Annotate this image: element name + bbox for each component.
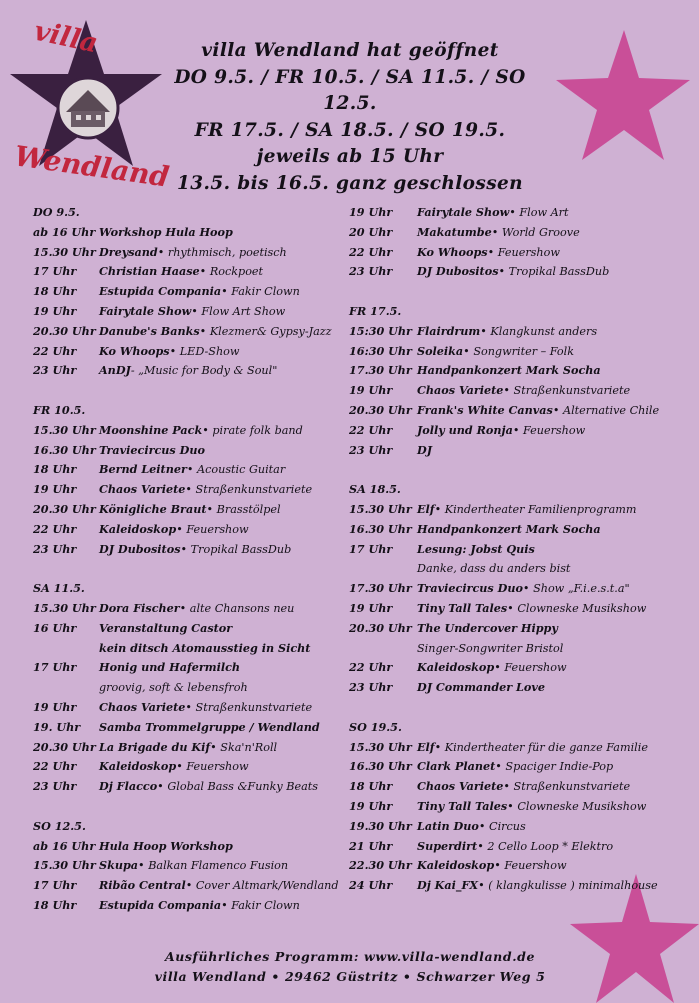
event-row: [33, 698, 348, 718]
event-row: [33, 282, 348, 302]
event-act: Chaos Variete: [99, 482, 186, 497]
event-description: • ( klangkulisse ) minimalhouse: [478, 879, 658, 893]
event-time: 22 Uhr: [349, 422, 393, 437]
event-description: • Tropikal BassDub: [180, 542, 292, 556]
event-time: 19 Uhr: [33, 482, 77, 497]
event-row: [33, 896, 348, 916]
event-description: • Straßenkunstvariete: [503, 384, 631, 398]
event-time: 15.30 Uhr: [33, 422, 96, 437]
event-act: Fairytale Show: [417, 205, 510, 219]
event-description: • pirate folk band: [202, 423, 303, 437]
footer: [100, 947, 600, 987]
event-row: [349, 797, 694, 817]
event-continuation: [33, 678, 348, 698]
event-time: 20.30 Uhr: [33, 323, 96, 338]
day-heading: SA 18.5.: [349, 482, 401, 497]
event-time: 22.30 Uhr: [349, 858, 412, 873]
event-act: Dj Kai_FX: [417, 878, 479, 893]
event-time: 16.30 Uhr: [33, 442, 96, 457]
event-row: [349, 678, 694, 698]
event-time: 17 Uhr: [33, 264, 77, 279]
event-description: • Show „F.i.e.s.t.a": [522, 582, 630, 596]
event-act: Chaos Variete: [99, 699, 186, 714]
event-time: 19 Uhr: [349, 600, 393, 615]
event-description: • LED-Show: [169, 344, 240, 358]
opening-header: [150, 38, 550, 197]
event-row: [33, 540, 348, 560]
event-row: [33, 856, 348, 876]
event-act: Traviecircus Duo: [417, 581, 523, 596]
event-time: ab 16 Uhr: [33, 224, 96, 239]
event-description: • Cover Altmark/Wendland: [185, 879, 339, 893]
event-time: 17.30 Uhr: [349, 363, 412, 378]
event-description: • Rockpoet: [199, 265, 264, 279]
event-row: [349, 361, 694, 381]
day-heading: SO 19.5.: [349, 719, 402, 734]
schedule-left-column: [33, 203, 348, 916]
event-description: • alte Chansons neu: [179, 601, 295, 615]
event-time: 20 Uhr: [349, 224, 393, 239]
event-row: [33, 777, 348, 797]
event-time: 24 Uhr: [349, 878, 393, 893]
event-row: [33, 837, 348, 857]
event-time: 20.30 Uhr: [349, 620, 412, 635]
event-description: • Kindertheater für die ganze Familie: [434, 740, 648, 754]
event-act: Elf: [417, 739, 435, 754]
event-row: [349, 738, 694, 758]
event-act: Dreysand: [99, 244, 158, 259]
event-time: 19 Uhr: [349, 798, 393, 813]
event-act: Frank's White Canvas: [417, 402, 553, 417]
event-description: • Flow Art: [509, 206, 569, 219]
event-time: 19.30 Uhr: [349, 818, 412, 833]
event-row: [349, 401, 694, 421]
event-time: 15.30 Uhr: [349, 739, 412, 754]
schedule-spacer: [33, 381, 348, 401]
event-act: Flairdrum: [417, 323, 481, 338]
event-act: Ko Whoops: [99, 343, 170, 358]
event-time: 17 Uhr: [33, 878, 77, 893]
event-act: DJ: [417, 442, 432, 457]
event-act: DJ Dubositos: [417, 264, 499, 279]
event-description: • Fakir Clown: [221, 898, 300, 912]
event-description: • Straßenkunstvariete: [503, 780, 631, 794]
event-description: • Feuershow: [176, 522, 249, 536]
header-closed: 13.5. bis 16.5. ganz geschlossen: [176, 172, 524, 194]
header-title: villa Wendland hat geöffnet: [201, 40, 499, 61]
schedule-spacer: [33, 797, 348, 817]
event-description: • Feuershow: [176, 760, 249, 774]
event-act: Clark Planet: [417, 759, 496, 774]
event-time: 19 Uhr: [349, 205, 393, 219]
event-act: Superdirt: [417, 838, 478, 853]
event-row: [33, 500, 348, 520]
event-row: [33, 619, 348, 639]
event-row: [349, 500, 694, 520]
event-description: • Clowneske Musikshow: [507, 601, 647, 615]
header-hours: jeweils ab 15 Uhr: [256, 146, 444, 167]
event-act: Estupida Compania: [99, 284, 222, 299]
event-act: Jolly und Ronja: [417, 422, 513, 437]
event-row: [33, 520, 348, 540]
event-description: - „Music for Body & Soul": [130, 364, 278, 378]
event-act: Dora Fischer: [99, 600, 180, 615]
event-description: • Fakir Clown: [221, 285, 300, 299]
event-time: 18 Uhr: [33, 897, 77, 912]
event-time: 23 Uhr: [349, 680, 393, 695]
event-row: [349, 658, 694, 678]
pink-star-top-right: [552, 28, 692, 168]
event-description: • Straßenkunstvariete: [185, 700, 313, 714]
event-act: Tiny Tall Tales: [417, 798, 508, 813]
event-act: Danube's Banks: [99, 323, 200, 338]
event-act: Ribão Central: [99, 878, 186, 893]
event-act: AnDJ: [99, 363, 131, 378]
event-time: 20.30 Uhr: [349, 402, 412, 417]
event-time: 22 Uhr: [33, 343, 77, 358]
event-time: 15.30 Uhr: [33, 600, 96, 615]
event-row: [349, 856, 694, 876]
event-row: [33, 302, 348, 322]
event-row: [349, 599, 694, 619]
event-time: 18 Uhr: [349, 779, 393, 794]
event-act: Traviecircus Duo: [99, 442, 205, 457]
schedule-spacer: [349, 282, 694, 302]
event-description: • Feuershow: [494, 859, 567, 873]
event-time: 19 Uhr: [33, 699, 77, 714]
event-row: [349, 837, 694, 857]
logo-text-wendland: Wendland: [12, 139, 172, 194]
event-act: Makatumbe: [417, 224, 492, 239]
event-time: 15.30 Uhr: [33, 858, 96, 873]
event-act: Hula Hoop Workshop: [99, 838, 233, 853]
event-row: [349, 777, 694, 797]
event-act: Handpankonzert Mark Socha: [417, 521, 601, 536]
event-description: • Brasstölpel: [206, 502, 281, 516]
event-act: DJ Dubositos: [99, 541, 181, 556]
event-act: Kaleidoskop: [417, 858, 495, 873]
event-time: 19 Uhr: [349, 383, 393, 398]
schedule-spacer: [349, 698, 694, 718]
event-act: Honig und Hafermilch: [99, 660, 241, 675]
event-act: Workshop Hula Hoop: [99, 224, 233, 239]
event-act: Kaleidoskop: [417, 660, 495, 675]
event-continuation-text: kein ditsch Atomausstieg in Sicht: [99, 640, 311, 655]
event-act: Chaos Variete: [417, 779, 504, 794]
event-act: Lesung: Jobst Quis: [417, 541, 535, 556]
event-row: [33, 342, 348, 362]
day-heading: FR 10.5.: [33, 402, 86, 417]
event-act: Ko Whoops: [417, 244, 488, 259]
event-act: La Brigade du Kif: [99, 739, 211, 754]
event-description: • Clowneske Musikshow: [507, 799, 647, 813]
event-row: [349, 619, 694, 639]
event-time: 23 Uhr: [33, 363, 77, 378]
event-time: 20.30 Uhr: [33, 501, 96, 516]
event-time: 17 Uhr: [33, 660, 77, 675]
footer-program-url: Ausführliches Programm: www.villa-wendland.de: [164, 949, 536, 964]
event-row: [349, 223, 694, 243]
event-description: • Klezmer& Gypsy-Jazz: [199, 324, 332, 338]
event-row: [349, 262, 694, 282]
event-description: • Klangkunst anders: [480, 324, 598, 338]
event-time: 22 Uhr: [33, 759, 77, 774]
event-description: • Balkan Flamenco Fusion: [138, 859, 289, 873]
event-description: • Songwriter – Folk: [463, 344, 575, 358]
event-row: [33, 361, 348, 381]
event-act: Christian Haase: [99, 264, 200, 279]
event-act: Moonshine Pack: [99, 422, 203, 437]
event-row: [349, 243, 694, 263]
event-description: • Global Bass &Funky Beats: [157, 780, 319, 794]
header-dates-1: DO 9.5. / FR 10.5. / SA 11.5. / SO 12.5.: [174, 66, 526, 114]
event-time: 18 Uhr: [33, 284, 77, 299]
event-row: [33, 757, 348, 777]
event-row: [349, 520, 694, 540]
event-act: Fairytale Show: [99, 303, 192, 318]
event-row: [33, 322, 348, 342]
event-time: 22 Uhr: [349, 244, 393, 259]
event-row: [33, 223, 348, 243]
event-continuation-text: Danke, dass du anders bist: [417, 562, 571, 576]
event-time: 22 Uhr: [349, 660, 393, 675]
event-time: 23 Uhr: [33, 541, 77, 556]
event-row: [349, 322, 694, 342]
event-continuation: [33, 639, 348, 659]
event-description: • Circus: [478, 819, 526, 833]
event-row: [349, 540, 694, 560]
event-act: Chaos Variete: [417, 383, 504, 398]
day-heading: FR 17.5.: [349, 303, 402, 318]
schedule-spacer: [33, 559, 348, 579]
event-description: • Feuershow: [487, 245, 560, 259]
event-time: 16.30 Uhr: [349, 521, 412, 536]
event-row: [349, 441, 694, 461]
event-row: [33, 718, 348, 738]
event-act: Tiny Tall Tales: [417, 600, 508, 615]
event-act: Dj Flacco: [99, 779, 158, 794]
event-time: 17.30 Uhr: [349, 581, 412, 596]
event-act: Samba Trommelgruppe / Wendland: [99, 719, 320, 734]
event-description: • Acoustic Guitar: [186, 463, 286, 477]
event-row: [33, 658, 348, 678]
event-description: • Alternative Chile: [552, 403, 660, 417]
event-description: • Kindertheater Familienprogramm: [434, 502, 637, 516]
event-time: ab 16 Uhr: [33, 838, 96, 853]
event-row: [349, 757, 694, 777]
event-description: • Feuershow: [512, 423, 586, 437]
event-row: [33, 480, 348, 500]
schedule-spacer: [349, 460, 694, 480]
event-time: 20.30 Uhr: [33, 739, 96, 754]
event-row: [33, 262, 348, 282]
event-act: DJ Commander Love: [417, 680, 545, 695]
event-continuation: [349, 559, 694, 579]
event-act: Elf: [417, 501, 435, 516]
event-act: Skupa: [99, 858, 139, 873]
event-time: 15.30 Uhr: [349, 501, 412, 516]
event-time: 18 Uhr: [33, 462, 77, 477]
event-row: [349, 381, 694, 401]
event-act: Königliche Braut: [99, 501, 207, 516]
event-time: 16:30 Uhr: [349, 343, 412, 358]
logo-text-villa: villa: [31, 15, 101, 60]
event-continuation: [349, 639, 694, 659]
event-row: [33, 243, 348, 263]
event-row: [349, 817, 694, 837]
footer-address: villa Wendland • 29462 Güstritz • Schwarzer Weg 5: [154, 969, 546, 984]
event-continuation-text: groovig, soft & lebensfroh: [99, 681, 248, 695]
event-description: • World Groove: [491, 225, 580, 239]
day-heading: SA 11.5.: [33, 581, 85, 596]
event-act: Soleika: [417, 343, 464, 358]
event-act: The Undercover Hippy: [417, 620, 558, 635]
event-description: • 2 Cello Loop * Elektro: [477, 839, 614, 853]
event-row: [349, 579, 694, 599]
event-row: [33, 599, 348, 619]
event-time: 17 Uhr: [349, 541, 393, 556]
event-description: • rhythmisch, poetisch: [157, 245, 287, 259]
event-description: • Spaciger Indie-Pop: [495, 760, 614, 774]
event-description: • Tropikal BassDub: [498, 265, 610, 279]
event-act: Estupida Compania: [99, 897, 222, 912]
event-act: Bernd Leitner: [99, 462, 187, 477]
event-row: [349, 342, 694, 362]
event-act: Kaleidoskop: [99, 521, 177, 536]
event-time: 23 Uhr: [349, 264, 393, 279]
event-time: 19 Uhr: [33, 303, 77, 318]
day-heading: DO 9.5.: [33, 205, 80, 219]
event-description: • Flow Art Show: [191, 304, 286, 318]
event-row: [33, 738, 348, 758]
event-time: 23 Uhr: [349, 442, 393, 457]
event-time: 19. Uhr: [33, 719, 81, 734]
day-heading: SO 12.5.: [33, 818, 86, 833]
event-description: • Straßenkunstvariete: [185, 483, 313, 497]
event-row: [33, 421, 348, 441]
event-row: [349, 876, 694, 896]
schedule-right-column: [349, 203, 694, 896]
event-row: [349, 421, 694, 441]
event-description: • Feuershow: [494, 661, 567, 675]
villa-wendland-logo: [6, 10, 172, 194]
event-time: 15:30 Uhr: [349, 323, 412, 338]
event-act: Latin Duo: [417, 818, 479, 833]
event-time: 15.30 Uhr: [33, 244, 96, 259]
event-time: 22 Uhr: [33, 521, 77, 536]
event-act: Handpankonzert Mark Socha: [417, 363, 601, 378]
event-time: 21 Uhr: [349, 838, 393, 853]
header-dates-2: FR 17.5. / SA 18.5. / SO 19.5.: [194, 119, 506, 141]
event-time: 16 Uhr: [33, 620, 77, 635]
event-act: Veranstaltung Castor: [99, 620, 233, 635]
event-time: 23 Uhr: [33, 779, 77, 794]
event-continuation-text: Singer-Songwriter Bristol: [417, 641, 564, 655]
event-row: [349, 203, 694, 223]
event-row: [33, 460, 348, 480]
event-description: • Ska'n'Roll: [210, 740, 278, 754]
event-row: [33, 876, 348, 896]
event-time: 16.30 Uhr: [349, 759, 412, 774]
event-row: [33, 441, 348, 461]
event-act: Kaleidoskop: [99, 759, 177, 774]
